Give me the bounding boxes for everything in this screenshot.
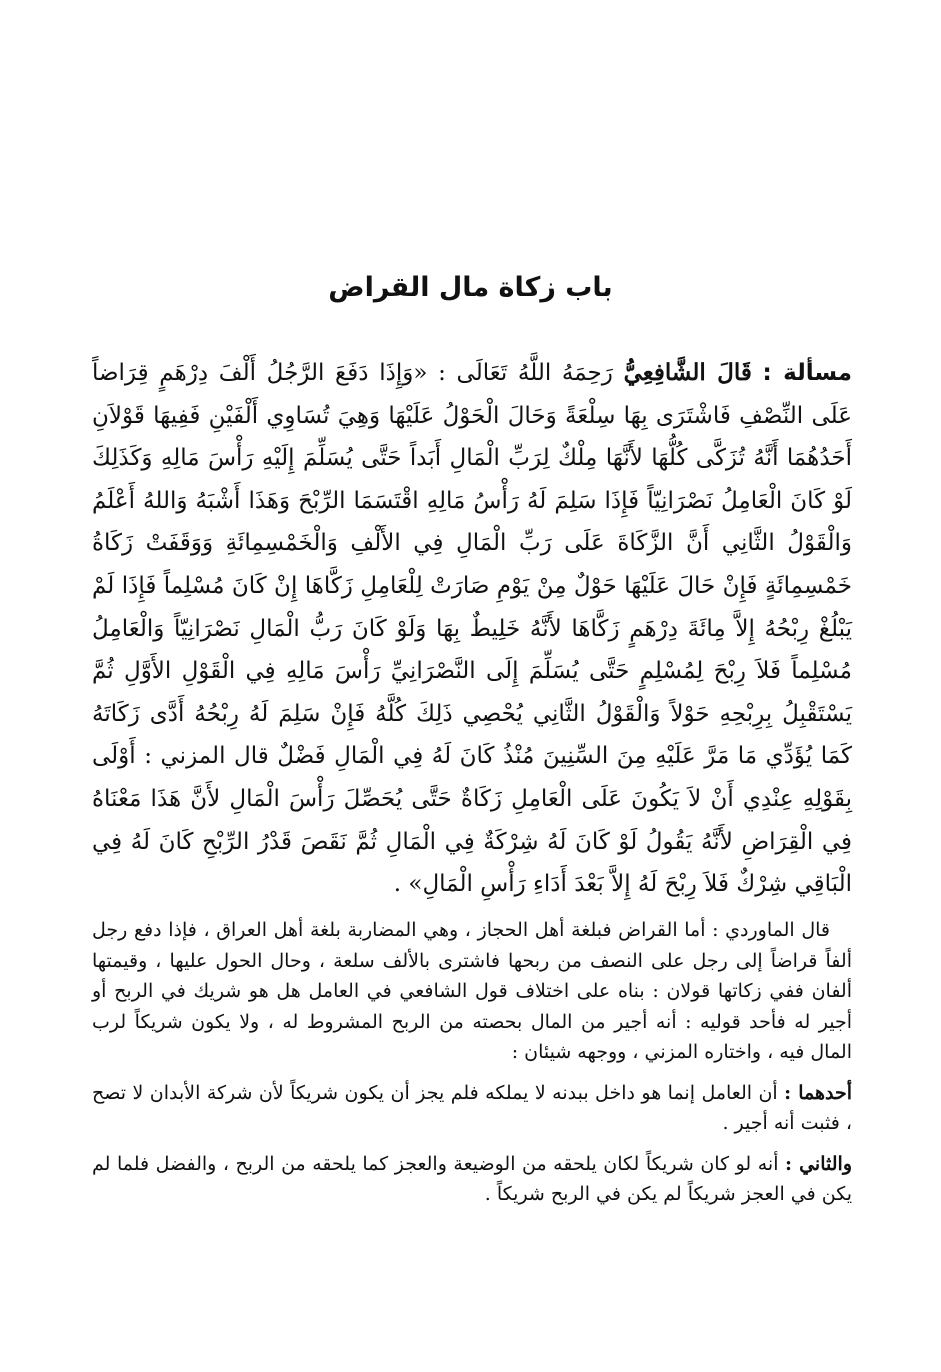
honorific-phrase: رَحِمَهُ اللَّهُ تَعَالَى :	[438, 360, 613, 386]
commentary-paragraph: قال الماوردي : أما القراض فبلغة أهل الحجاز ، وهي المضاربة بلغة أهل العراق ، فإذا دفع رجل ألفاً قراضاً إلى رجل على النصف من ربحها فاشترى بالألف سلعة ، وحال الحول عليها ، وقيمتها ألفان ففي زكاتها قولان : بناه على اختلاف قول الشافعي في العامل هل هو شريك في الربح أو أجير له فأحد قوليه : أنه أجير من المال بحصته من الربح المشروط له ، ولا يكون شريكاً لرب المال فيه ، واختاره المزني ، ووجهه شيئان :	[92, 919, 852, 1063]
point-label: أحدهما :	[784, 1081, 852, 1104]
point-label: والثاني :	[785, 1152, 852, 1175]
speaker-name: قَالَ الشَّافِعِيُّ	[623, 359, 752, 386]
chapter-title: باب زكاة مال القراض	[328, 272, 613, 303]
commentary-point-first	[92, 1078, 852, 1139]
point-text: أن العامل إنما هو داخل ببدنه لا يملكه فلم يجز أن يكون شريكاً لأن شركة الأبدان لا تصح ، فثبت أنه أجير .	[92, 1081, 852, 1134]
matn-text: «وَإِذَا دَفَعَ الرَّجُلُ أَلْفَ دِرْهَمٍ قِرَاضاً عَلَى النِّصْفِ فَاشْتَرَى بِهَا سِلْعَةً وَحَالَ الْحَوْلُ عَلَيْهَا وَهِيَ تُسَاوِي أَلْفَيْنِ فَفِيهَا قَوْلاَنِ أَحَدُهُمَا أَنَّهُ تُزَكَّى كُلُّهَا لأَنَّهَا مِلْكٌ لِرَبِّ الْمَالِ أَبَداً حَتَّى يُسَلِّمَ إِلَيْهِ رَأْسَ مَالِهِ وَكَذَلِكَ لَوْ كَانَ الْعَامِلُ نَصْرَانِيّاً فَإِذَا سَلِمَ لَهُ رَأْسُ مَالِهِ اقْتَسَمَا الرِّبْحَ وَهَذَا أَشْبَهُ وَاللهُ أَعْلَمُ وَالْقَوْلُ الثَّانِي أَنَّ الزَّكَاةَ عَلَى رَبِّ الْمَالِ فِي الأَلْفِ وَالْخَمْسِمِائَةِ وَوَقَفَتْ زَكَاةُ خَمْسِمِائَةٍ فَإِنْ حَالَ عَلَيْهَا حَوْلٌ مِنْ يَوْمِ صَارَتْ لِلْعَامِلِ زَكَّاهَا إِنْ كَانَ مُسْلِماً فَإِذَا لَمْ يَبْلُغْ رِبْحُهُ إِلاَّ مِائَةَ دِرْهَمٍ زَكَّاهَا لأَنَّهُ خَلِيطٌ بِهَا وَلَوْ كَانَ رَبُّ الْمَالِ نَصْرَانِيّاً وَالْعَامِلُ مُسْلِماً فَلاَ رِبْحَ لِمُسْلِمٍ حَتَّى يُسَلِّمَ إِلَى النَّصْرَانِيِّ رَأْسَ مَالِهِ فِي الْقَوْلِ الأَوَّلِ ثُمَّ يَسْتَقْبِلُ بِرِبْحِهِ حَوْلاً وَالْقَوْلُ الثَّانِي يُحْصِي ذَلِكَ كُلَّهُ فَإِنْ سَلِمَ لَهُ رِبْحُهُ أَدَّى زَكَاتَهُ كَمَا يُؤَدِّي مَا مَرَّ عَلَيْهِ مِنَ السِّنِينَ مُنْذُ كَانَ لَهُ فِي الْمَالِ فَضْلٌ قال المزني : أَوْلَى بِقَوْلِهِ عِنْدِي أَنْ لاَ يَكُونَ عَلَى الْعَامِلِ زَكَاةٌ حَتَّى يُحَصِّلَ رَأْسَ الْمَالِ لأَنَّ هَذَا مَعْنَاهُ فِي الْقِرَاضِ لأَنَّهُ يَقُولُ لَوْ كَانَ لَهُ شِرْكَةٌ فِي الْمَالِ ثُمَّ نَقَصَ قَدْرُ الرِّبْحِ كَانَ لَهُ فِي الْبَاقِي شِرْكٌ فَلاَ رِبْحَ لَهُ إِلاَّ بَعْدَ أَدَاءِ رَأْسِ الْمَالِ» .	[92, 360, 852, 898]
masala-label: مسألة :	[762, 360, 852, 386]
matn-paragraph	[92, 352, 852, 906]
commentary-section	[92, 915, 852, 1210]
commentary-point-second	[92, 1149, 852, 1210]
point-text: أنه لو كان شريكاً لكان يلحقه من الوضيعة والعجز كما يلحقه من الربح ، والفضل فلما لم يكن في العجز شريكاً لم يكن في الربح شريكاً .	[92, 1152, 852, 1205]
